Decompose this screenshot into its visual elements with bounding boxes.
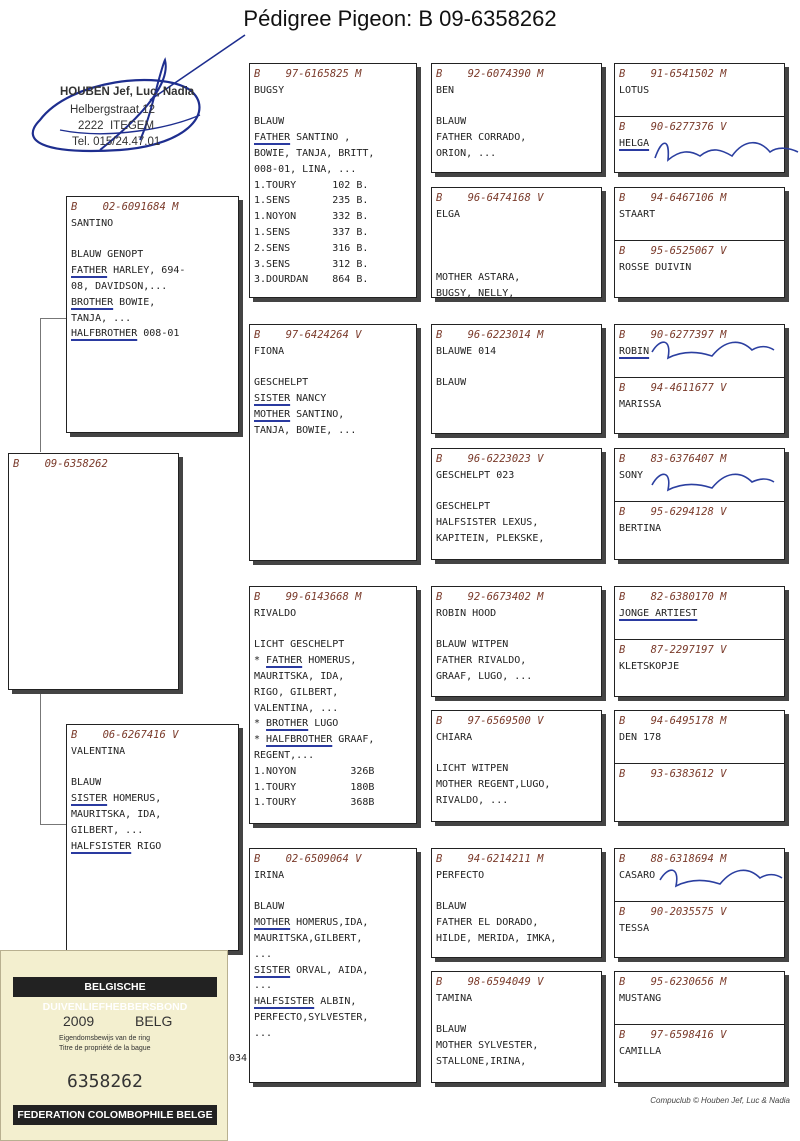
g6-name: CHIARA xyxy=(436,731,473,743)
dd-name: IRINA xyxy=(254,869,285,881)
gen4-name: MARISSA xyxy=(619,398,662,410)
gen4-name: HELGA xyxy=(619,137,650,149)
detail-text: GESCHELPT xyxy=(254,377,309,389)
page-title: Pédigree Pigeon: B 09-6358262 xyxy=(243,6,557,31)
sd-name: FIONA xyxy=(254,345,285,357)
detail-text: SANTINO, xyxy=(290,408,345,420)
gen4-ring-number: B 95-6230656 M xyxy=(619,976,727,988)
detail-text: ... xyxy=(254,1027,273,1039)
detail-text: BLAUW xyxy=(254,901,285,913)
gen4-name: CASARO xyxy=(619,869,656,881)
detail-text: STALLONE,IRINA, xyxy=(436,1055,527,1067)
page-fragment: 034 xyxy=(229,1053,248,1064)
gen4-ring-number: B 95-6525067 V xyxy=(619,245,727,257)
g3-ring-number: B 96-6223014 M xyxy=(436,329,544,341)
stamp-city: 2222 ITEGEM xyxy=(78,120,155,132)
detail-text: KAPITEIN, PLEKSKE, xyxy=(436,532,545,544)
detail-text: TANJA, ... xyxy=(71,312,132,324)
relation-label: SISTER xyxy=(71,793,108,805)
detail-text: MOTHER ASTARA, xyxy=(436,271,521,283)
detail-text: HOMERUS, xyxy=(302,655,357,667)
detail-text: BLAUW xyxy=(254,116,285,128)
detail-text: BLAUW xyxy=(436,116,467,128)
detail-text: BOWIE, xyxy=(113,296,156,308)
detail-text: RIVALDO, ... xyxy=(436,794,509,806)
gen4-ring-number: B 93-6383612 V xyxy=(619,768,727,780)
g5-name: ROBIN HOOD xyxy=(436,607,497,619)
detail-text: SANTINO , xyxy=(290,132,351,144)
detail-text: BUGSY, NELLY, xyxy=(436,287,515,298)
detail-text: MOTHER SYLVESTER, xyxy=(436,1040,539,1052)
subject-ring-number: B 09-6358262 xyxy=(13,458,108,470)
gen4-ring-number: B 94-6467106 M xyxy=(619,192,727,204)
detail-text: 1.TOURY 368B xyxy=(254,797,375,809)
detail-text: HALFSISTER LEXUS, xyxy=(436,517,539,529)
relation-label: SISTER xyxy=(254,393,291,405)
g3-name: BLAUWE 014 xyxy=(436,345,497,357)
gen4-name: JONGE ARTIEST xyxy=(619,607,698,619)
ring-card-number: 6358262 xyxy=(67,1071,143,1092)
gen4-name: DEN 178 xyxy=(619,731,662,743)
ds-name: RIVALDO xyxy=(254,607,297,619)
dam-ring-number: B 06-6267416 V xyxy=(71,729,179,741)
dd-ring-number: B 02-6509064 V xyxy=(254,853,362,865)
detail-text: FATHER RIVALDO, xyxy=(436,655,527,667)
detail-text: BLAUW xyxy=(436,377,467,389)
relation-label: BROTHER xyxy=(266,718,309,730)
relation-label: FATHER xyxy=(254,132,291,144)
detail-text: FATHER EL DORADO, xyxy=(436,917,539,929)
g7-name: PERFECTO xyxy=(436,869,485,881)
detail-text: LUGO xyxy=(308,718,339,730)
stamp-name: HOUBEN Jef, Luc, Nadia xyxy=(60,86,195,98)
detail-text: VALENTINA, ... xyxy=(254,702,339,714)
gen4-name: MUSTANG xyxy=(619,992,662,1004)
gen4-name: STAART xyxy=(619,208,656,220)
gen4-name: TESSA xyxy=(619,922,650,934)
gen4-name: ROSSE DUIVIN xyxy=(619,261,692,273)
detail-text: 008-01 xyxy=(137,328,180,340)
relation-label: HALFSISTER xyxy=(71,840,132,852)
ds-ring-number: B 99-6143668 M xyxy=(254,591,362,603)
ring-card-small2: Titre de propriété de la bague xyxy=(59,1045,151,1052)
gen4-ring-number: B 88-6318694 M xyxy=(619,853,727,865)
ss-ring-number: B 97-6165825 M xyxy=(254,68,362,80)
gen4-ring-number: B 95-6294128 V xyxy=(619,506,727,518)
gen4-ring-number: B 82-6380170 M xyxy=(619,591,727,603)
relation-label: HALFSISTER xyxy=(254,996,315,1008)
gen4-name: BERTINA xyxy=(619,522,662,534)
relation-label: HALFBROTHER xyxy=(266,734,333,746)
g1-ring-number: B 92-6074390 M xyxy=(436,68,544,80)
ring-card-small1: Eigendomsbewijs van de ring xyxy=(59,1035,151,1042)
detail-text: LICHT GESCHELPT xyxy=(254,639,345,651)
gen4-name: SONY xyxy=(619,469,644,481)
relation-label: MOTHER xyxy=(254,917,291,929)
detail-text: 1.TOURY 180B xyxy=(254,781,375,793)
relation-label: MOTHER xyxy=(254,408,291,420)
detail-text: MAURITSKA,GILBERT, xyxy=(254,932,363,944)
ring-card-top-bar: BELGISCHE DUIVENLIEFHEBBERSBOND xyxy=(13,977,217,997)
detail-text: RIGO xyxy=(131,840,162,852)
relation-label: FATHER xyxy=(266,655,303,667)
stamp-street: Helbergstraat 12 xyxy=(70,104,156,116)
detail-text: GESCHELPT xyxy=(436,501,491,513)
gen4-name: CAMILLA xyxy=(619,1045,662,1057)
detail-text: ALBIN, xyxy=(314,996,357,1008)
detail-text: HARLEY, 694- xyxy=(107,265,186,277)
g5-ring-number: B 92-6673402 M xyxy=(436,591,544,603)
detail-text: 1.NOYON 326B xyxy=(254,765,375,777)
footer-credit: Compuclub © Houben Jef, Luc & Nadia xyxy=(650,1096,790,1105)
detail-text: 1.NOYON 332 B. xyxy=(254,211,369,223)
detail-text: 008-01, LINA, ... xyxy=(254,163,357,175)
detail-text: MAURITSKA, IDA, xyxy=(71,808,162,820)
bullet-marker: * xyxy=(254,734,267,746)
sire-ring-number: B 02-6091684 M xyxy=(71,201,179,213)
g7-ring-number: B 94-6214211 M xyxy=(436,853,544,865)
sire-name: SANTINO xyxy=(71,217,114,229)
detail-text: MOTHER REGENT,LUGO, xyxy=(436,779,551,791)
detail-text: HOMERUS,IDA, xyxy=(290,917,369,929)
g2-name: ELGA xyxy=(436,208,461,220)
gen4-ring-number: B 94-4611677 V xyxy=(619,382,727,394)
ring-card-year: 2009 xyxy=(63,1013,95,1029)
gen4-ring-number: B 94-6495178 M xyxy=(619,715,727,727)
g4-ring-number: B 96-6223023 V xyxy=(436,453,544,465)
gen4-name: KLETSKOPJE xyxy=(619,660,680,672)
g4-name: GESCHELPT 023 xyxy=(436,469,515,481)
detail-text: 3.SENS 312 B. xyxy=(254,258,369,270)
detail-text: LICHT WITPEN xyxy=(436,763,509,775)
detail-text: BLAUW xyxy=(71,777,102,789)
bullet-marker: * xyxy=(254,718,267,730)
relation-label: FATHER xyxy=(71,265,108,277)
sd-ring-number: B 97-6424264 V xyxy=(254,329,362,341)
detail-text: 1.SENS 235 B. xyxy=(254,195,369,207)
ring-card-country: BELG xyxy=(135,1013,173,1029)
g2-ring-number: B 96-6474168 V xyxy=(436,192,544,204)
detail-text: BLAUW GENOPT xyxy=(71,249,144,261)
detail-text: BLAUW xyxy=(436,1024,467,1036)
detail-text: GRAAF, xyxy=(332,734,375,746)
detail-text: TANJA, BOWIE, ... xyxy=(254,424,357,436)
gen4-ring-number: B 87-2297197 V xyxy=(619,644,727,656)
ss-name: BUGSY xyxy=(254,84,285,96)
detail-text: NANCY xyxy=(290,393,327,405)
detail-text: FATHER CORRADO, xyxy=(436,132,527,144)
g8-name: TAMINA xyxy=(436,992,473,1004)
detail-text: PERFECTO,SYLVESTER, xyxy=(254,1011,369,1023)
detail-text: HOMERUS, xyxy=(107,793,162,805)
ring-certificate xyxy=(0,950,228,1141)
detail-text: ... xyxy=(254,980,273,992)
detail-text: ORVAL, AIDA, xyxy=(290,964,369,976)
detail-text: GILBERT, ... xyxy=(71,824,144,836)
detail-text: RIGO, GILBERT, xyxy=(254,686,339,698)
stamp-phone: Tel. 015/24.47.01 xyxy=(72,136,161,148)
gen4-ring-number: B 90-2035575 V xyxy=(619,906,727,918)
detail-text: REGENT,... xyxy=(254,749,315,761)
detail-text: ... xyxy=(254,948,273,960)
dam-name: VALENTINA xyxy=(71,745,126,757)
g6-ring-number: B 97-6569500 V xyxy=(436,715,544,727)
detail-text: BLAUW WITPEN xyxy=(436,639,509,651)
detail-text: ORION, ... xyxy=(436,147,497,159)
detail-text: GRAAF, LUGO, ... xyxy=(436,670,533,682)
gen4-ring-number: B 90-6277376 V xyxy=(619,121,727,133)
detail-text: HILDE, MERIDA, IMKA, xyxy=(436,932,557,944)
detail-text: 1.TOURY 102 B. xyxy=(254,179,369,191)
detail-text: 2.SENS 316 B. xyxy=(254,242,369,254)
gen4-ring-number: B 83-6376407 M xyxy=(619,453,727,465)
g1-name: BEN xyxy=(436,84,455,96)
bullet-marker: * xyxy=(254,655,267,667)
detail-text: BLAUW xyxy=(436,901,467,913)
gen4-ring-number: B 91-6541502 M xyxy=(619,68,727,80)
gen4-name: LOTUS xyxy=(619,84,650,96)
gen4-name: ROBIN xyxy=(619,345,650,357)
detail-text: BOWIE, TANJA, BRITT, xyxy=(254,147,375,159)
g8-ring-number: B 98-6594049 V xyxy=(436,976,544,988)
detail-text: 08, DAVIDSON,... xyxy=(71,280,168,292)
detail-text: 1.SENS 337 B. xyxy=(254,226,369,238)
detail-text: MAURITSKA, IDA, xyxy=(254,670,345,682)
ring-card-bottom-bar: FEDERATION COLOMBOPHILE BELGE xyxy=(13,1105,217,1125)
relation-label: SISTER xyxy=(254,964,291,976)
detail-text: 3.DOURDAN 864 B. xyxy=(254,274,369,286)
relation-label: BROTHER xyxy=(71,296,114,308)
gen4-ring-number: B 90-6277397 M xyxy=(619,329,727,341)
relation-label: HALFBROTHER xyxy=(71,328,138,340)
gen4-ring-number: B 97-6598416 V xyxy=(619,1029,727,1041)
